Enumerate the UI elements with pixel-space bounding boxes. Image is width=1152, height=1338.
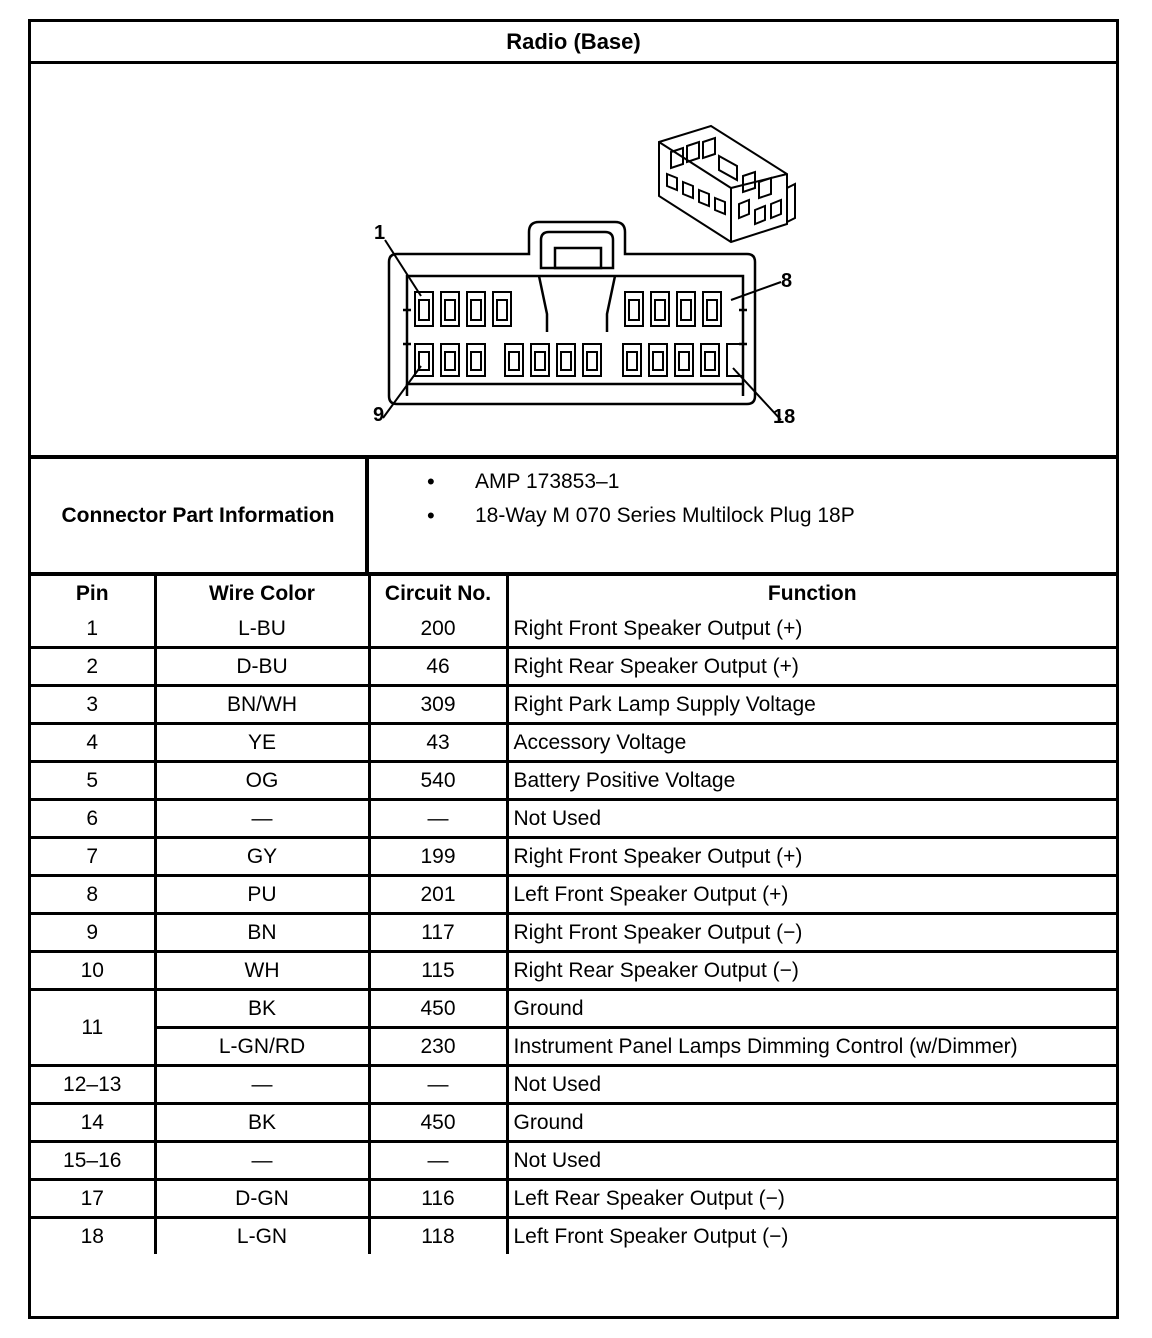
circuit-cell: 118 <box>369 1218 507 1255</box>
pin-cell: 17 <box>31 1180 155 1218</box>
table-row <box>31 1180 1116 1218</box>
pin-cell: 6 <box>31 800 155 838</box>
table-row <box>31 914 1116 952</box>
pin-cell: 14 <box>31 1104 155 1142</box>
connector-info-row <box>31 459 1116 576</box>
bullet-icon: • <box>427 469 435 494</box>
wire-color-cell: — <box>155 800 369 838</box>
table-row <box>31 1104 1116 1142</box>
circuit-cell: 309 <box>369 686 507 724</box>
pin-cell: 11 <box>31 990 155 1066</box>
wire-color-cell: — <box>155 1142 369 1180</box>
upper-terminal-row <box>415 292 721 326</box>
function-cell: Right Park Lamp Supply Voltage <box>507 686 1116 724</box>
table-row <box>31 1142 1116 1180</box>
table-row <box>31 1066 1116 1104</box>
table-row <box>31 838 1116 876</box>
pin-cell: 4 <box>31 724 155 762</box>
function-cell: Ground <box>507 1104 1116 1142</box>
pin-cell: 9 <box>31 914 155 952</box>
table-row <box>31 1028 1116 1066</box>
connector-isometric-icon <box>659 126 795 242</box>
circuit-cell: 46 <box>369 648 507 686</box>
wire-color-cell: L-GN/RD <box>155 1028 369 1066</box>
pinout-table <box>31 576 1116 1254</box>
circuit-cell: — <box>369 800 507 838</box>
circuit-cell: 43 <box>369 724 507 762</box>
wire-color-cell: — <box>155 1066 369 1104</box>
wire-color-cell: PU <box>155 876 369 914</box>
table-row <box>31 1218 1116 1255</box>
function-cell: Right Front Speaker Output (+) <box>507 611 1116 648</box>
connector-sheet <box>28 19 1119 1319</box>
wire-color-cell: BK <box>155 990 369 1028</box>
wire-color-cell: YE <box>155 724 369 762</box>
function-cell: Left Front Speaker Output (+) <box>507 876 1116 914</box>
table-row <box>31 611 1116 648</box>
table-row <box>31 990 1116 1028</box>
wire-color-cell: L-BU <box>155 611 369 648</box>
wire-color-cell: GY <box>155 838 369 876</box>
pin-cell: 12–13 <box>31 1066 155 1104</box>
wire-color-cell: D-GN <box>155 1180 369 1218</box>
connector-info-label: Connector Part Information <box>31 459 369 572</box>
pin-cell: 2 <box>31 648 155 686</box>
function-cell: Not Used <box>507 1142 1116 1180</box>
connector-diagram <box>31 64 1116 459</box>
pin-cell: 5 <box>31 762 155 800</box>
table-row <box>31 800 1116 838</box>
wire-color-cell: OG <box>155 762 369 800</box>
function-cell: Battery Positive Voltage <box>507 762 1116 800</box>
pin-cell: 10 <box>31 952 155 990</box>
connector-info-list <box>369 459 1116 572</box>
connector-info-item <box>369 467 1069 497</box>
function-cell: Right Front Speaker Output (−) <box>507 914 1116 952</box>
table-row <box>31 876 1116 914</box>
connector-face-drawing <box>31 64 1116 455</box>
header-wire-color: Wire Color <box>155 576 369 611</box>
pin-cell: 18 <box>31 1218 155 1255</box>
pin-cell: 15–16 <box>31 1142 155 1180</box>
table-row <box>31 686 1116 724</box>
circuit-cell: 450 <box>369 990 507 1028</box>
function-cell: Right Front Speaker Output (+) <box>507 838 1116 876</box>
connector-description: 18-Way M 070 Series Multilock Plug 18P <box>475 504 855 527</box>
header-circuit-no: Circuit No. <box>369 576 507 611</box>
function-cell: Left Front Speaker Output (−) <box>507 1218 1116 1255</box>
callout-pin-8: 8 <box>781 270 793 292</box>
function-cell: Not Used <box>507 1066 1116 1104</box>
circuit-cell: 200 <box>369 611 507 648</box>
function-cell: Instrument Panel Lamps Dimming Control (w/Dimmer) <box>507 1028 1116 1066</box>
circuit-cell: 230 <box>369 1028 507 1066</box>
callout-pin-18: 18 <box>773 406 796 428</box>
circuit-cell: 540 <box>369 762 507 800</box>
table-row <box>31 762 1116 800</box>
table-row <box>31 648 1116 686</box>
table-header-row <box>31 576 1116 611</box>
table-row <box>31 952 1116 990</box>
lower-terminal-row <box>415 344 743 376</box>
wire-color-cell: D-BU <box>155 648 369 686</box>
callout-pin-1: 1 <box>374 222 386 244</box>
circuit-cell: 201 <box>369 876 507 914</box>
function-cell: Right Rear Speaker Output (+) <box>507 648 1116 686</box>
function-cell: Ground <box>507 990 1116 1028</box>
pin-cell: 1 <box>31 611 155 648</box>
pin-cell: 7 <box>31 838 155 876</box>
function-cell: Right Rear Speaker Output (−) <box>507 952 1116 990</box>
sheet-title: Radio (Base) <box>31 22 1116 64</box>
function-cell: Left Rear Speaker Output (−) <box>507 1180 1116 1218</box>
connector-part-number: AMP 173853–1 <box>475 470 620 493</box>
connector-face <box>389 222 755 404</box>
table-row <box>31 724 1116 762</box>
pin-cell: 3 <box>31 686 155 724</box>
wire-color-cell: BK <box>155 1104 369 1142</box>
wire-color-cell: L-GN <box>155 1218 369 1255</box>
circuit-cell: 450 <box>369 1104 507 1142</box>
header-pin: Pin <box>31 576 155 611</box>
circuit-cell: — <box>369 1142 507 1180</box>
function-cell: Accessory Voltage <box>507 724 1116 762</box>
circuit-cell: — <box>369 1066 507 1104</box>
circuit-cell: 115 <box>369 952 507 990</box>
callout-pin-9: 9 <box>373 404 385 426</box>
connector-info-item <box>369 501 1069 531</box>
function-cell: Not Used <box>507 800 1116 838</box>
pin-cell: 8 <box>31 876 155 914</box>
wire-color-cell: WH <box>155 952 369 990</box>
circuit-cell: 199 <box>369 838 507 876</box>
circuit-cell: 116 <box>369 1180 507 1218</box>
header-function: Function <box>507 576 1116 611</box>
bullet-icon: • <box>427 503 435 528</box>
wire-color-cell: BN/WH <box>155 686 369 724</box>
circuit-cell: 117 <box>369 914 507 952</box>
wire-color-cell: BN <box>155 914 369 952</box>
